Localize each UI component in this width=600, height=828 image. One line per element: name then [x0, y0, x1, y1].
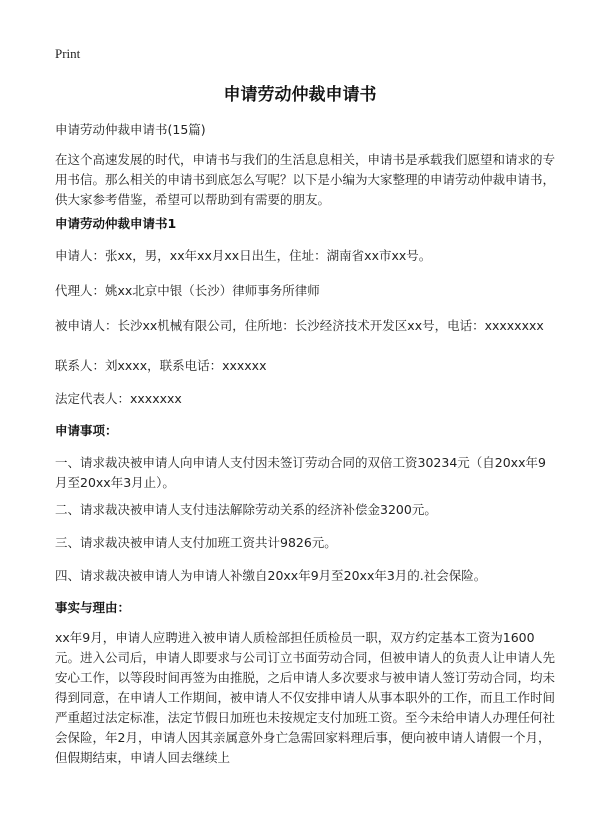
facts-heading: 事实与理由： — [55, 600, 131, 615]
print-link[interactable]: Print — [55, 46, 81, 61]
applicant-line: 申请人：张xx，男，xx年xx月xx日出生，住址：湖南省xx市xx号。 — [55, 248, 432, 263]
claim-item: 三、请求裁决被申请人支付加班工资共计9826元。 — [55, 535, 337, 550]
contact-line: 联系人：刘xxxx，联系电话：xxxxxx — [55, 358, 267, 373]
page-title: 申请劳动仲裁申请书 — [223, 85, 377, 105]
claim-item: 二、请求裁决被申请人支付违法解除劳动关系的经济补偿金3200元。 — [55, 502, 437, 517]
facts-paragraph: xx年9月，申请人应聘进入被申请人质检部担任质检员一职，双方约定基本工资为1600元。进入公司后，申请人即要求与公司订立书面劳动合同，但被申请人的负责人让申请人先安心工作，以等段时间再签为由推脱，之后申请人多次要求与被申请人签订劳动合同，均未得到同意，在申请人工作期间，被申请人不仅安排申请人从事本职外的工作，而且工作时间严重超过法定标准，法定节假日加班也未按规定支付加班工资。至今未给申请人办理任何社会保险，年2月，申请人因其亲属意外身亡急需回家料理后事，便向被申请人请假一个月，但假期结束，申请人回去继续上 — [55, 630, 556, 765]
respondent-line: 被申请人：长沙xx机械有限公司，住所地：长沙经济技术开发区xx号，电话：xxxxxxxx — [55, 318, 544, 333]
claims-heading: 申请事项： — [55, 423, 118, 438]
claim-item: 四、请求裁决被申请人为申请人补缴自20xx年9月至20xx年3月的.社会保险。 — [55, 568, 487, 583]
agent-line: 代理人：姚xx北京中银（长沙）律师事务所律师 — [55, 283, 320, 298]
intro-paragraph: 在这个高速发展的时代，申请书与我们的生活息息相关，申请书是承载我们愿望和请求的专用书信。那么相关的申请书到底怎么写呢？以下是小编为大家整理的申请劳动仲裁申请书，供大家参考借鉴，希望可以帮助到有需要的朋友。 — [55, 152, 556, 207]
document-subtitle: 申请劳动仲裁申请书(15篇) — [55, 122, 206, 137]
claim-item: 一、请求裁决被申请人向申请人支付因未签订劳动合同的双倍工资30234元（自20xx年9月至20xx年3月止）。 — [55, 455, 546, 490]
section-heading: 申请劳动仲裁申请书1 — [55, 216, 177, 231]
legal-representative-line: 法定代表人：xxxxxxx — [55, 391, 182, 406]
